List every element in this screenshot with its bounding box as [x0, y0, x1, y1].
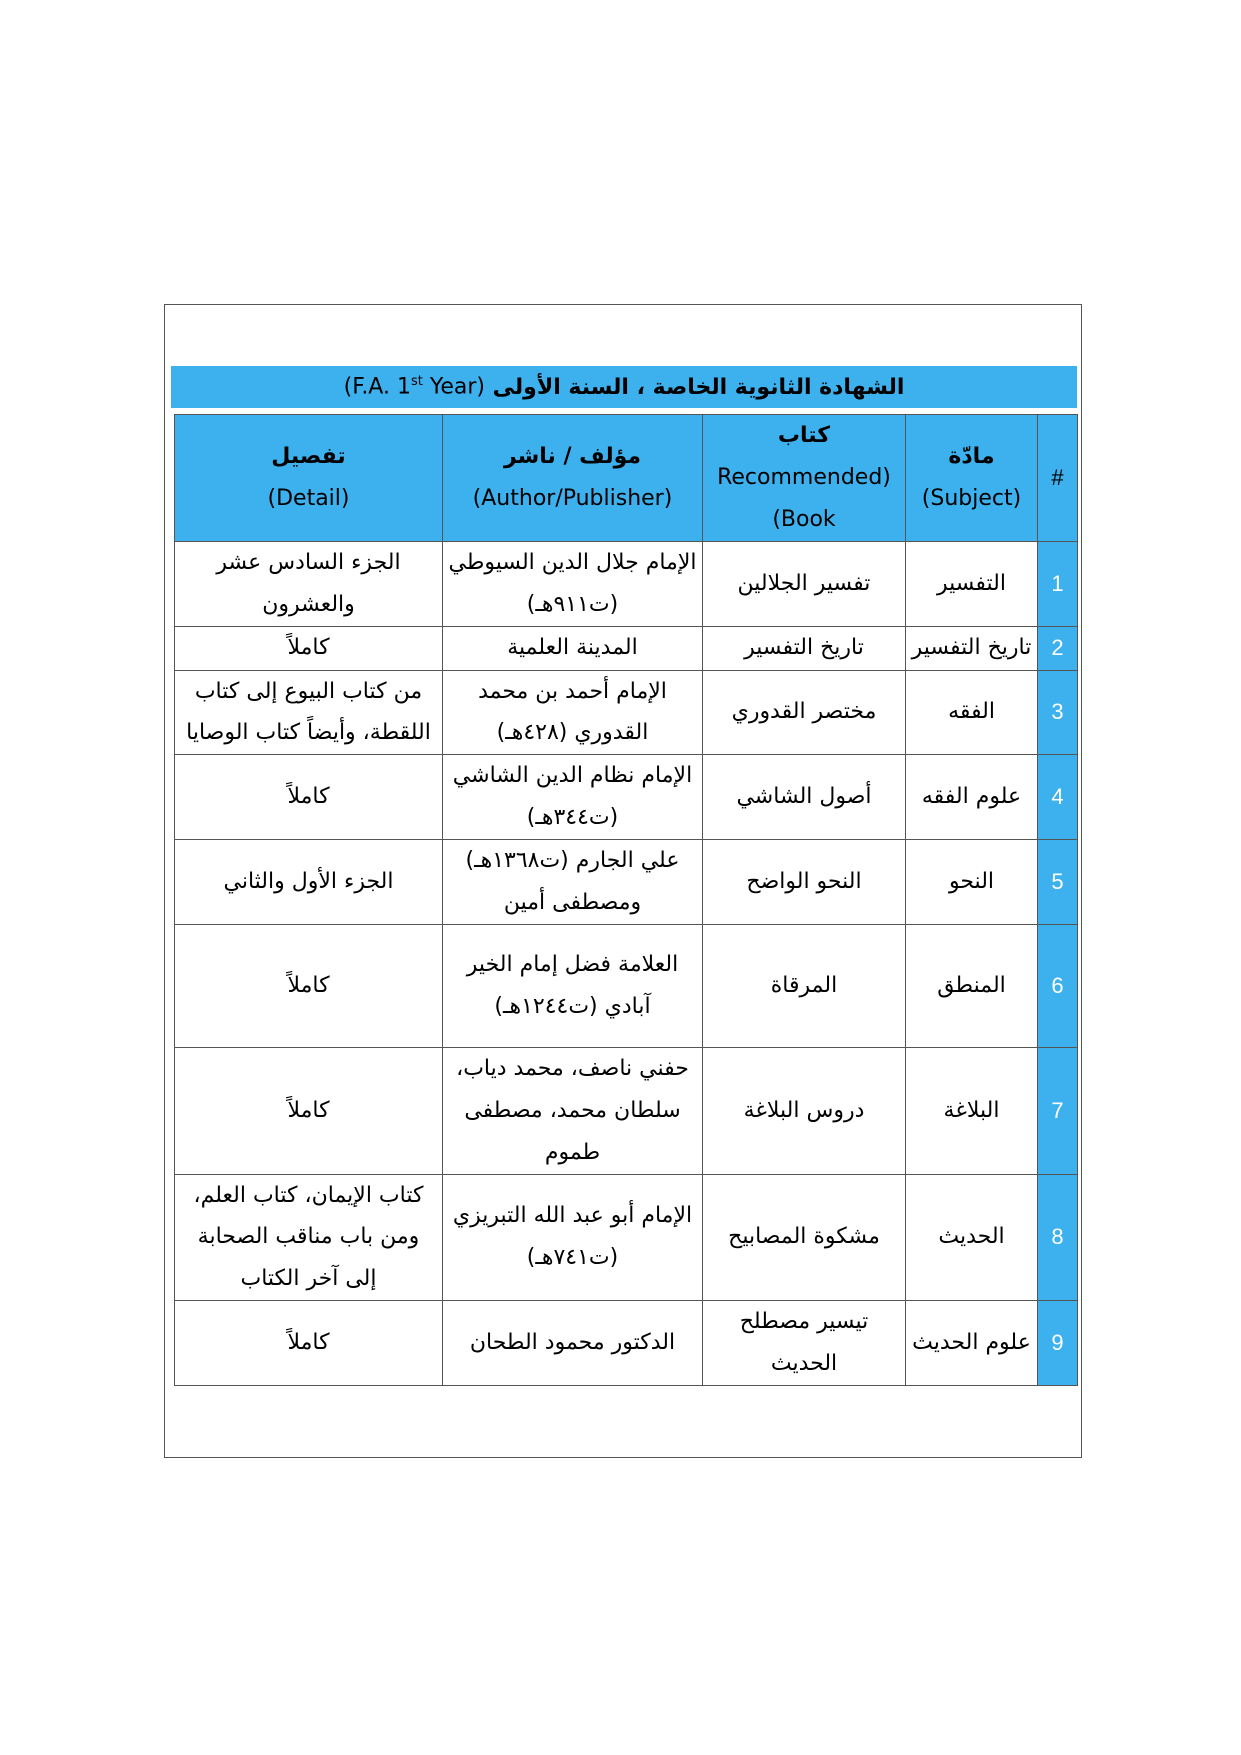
row-number: 7 — [1038, 1048, 1078, 1174]
row-number: 5 — [1038, 840, 1078, 925]
row-number: 2 — [1038, 626, 1078, 670]
row-subject: المنطق — [906, 925, 1038, 1048]
row-book: تاريخ التفسير — [703, 626, 906, 670]
table-row — [175, 1174, 1078, 1300]
row-author: الإمام أبو عبد الله التبريزي (ت٧٤١هـ) — [443, 1174, 703, 1300]
table-row — [175, 755, 1078, 840]
row-book: تيسير مصطلح الحديث — [703, 1300, 906, 1385]
row-number: 8 — [1038, 1174, 1078, 1300]
row-subject: علوم الفقه — [906, 755, 1038, 840]
row-number: 3 — [1038, 670, 1078, 755]
row-book: دروس البلاغة — [703, 1048, 906, 1174]
table-row — [175, 1300, 1078, 1385]
row-book: مختصر القدوري — [703, 670, 906, 755]
header-detail: تفصيل (Detail) — [175, 415, 443, 542]
row-author: الإمام نظام الدين الشاشي (ت٣٤٤هـ) — [443, 755, 703, 840]
row-detail: كاملاً — [175, 1300, 443, 1385]
row-detail: الجزء السادس عشر والعشرون — [175, 542, 443, 627]
table-row — [175, 840, 1078, 925]
header-book: كتاب (Recommended Book) — [703, 415, 906, 542]
row-book: النحو الواضح — [703, 840, 906, 925]
row-book: تفسير الجلالين — [703, 542, 906, 627]
row-author: الإمام أحمد بن محمد القدوري (٤٢٨هـ) — [443, 670, 703, 755]
row-author: علي الجارم (ت١٣٦٨هـ) ومصطفى أمين — [443, 840, 703, 925]
row-detail: الجزء الأول والثاني — [175, 840, 443, 925]
row-detail: كاملاً — [175, 755, 443, 840]
row-detail: كاملاً — [175, 626, 443, 670]
row-book: المرقاة — [703, 925, 906, 1048]
header-row — [175, 415, 1078, 542]
table-row — [175, 925, 1078, 1048]
row-number: 4 — [1038, 755, 1078, 840]
table-title — [171, 366, 1077, 408]
row-subject: الحديث — [906, 1174, 1038, 1300]
header-author: مؤلف / ناشر (Author/Publisher) — [443, 415, 703, 542]
row-detail: من كتاب البيوع إلى كتاب اللقطة، وأيضاً كتاب الوصايا — [175, 670, 443, 755]
syllabus-table — [174, 414, 1078, 1386]
row-subject: النحو — [906, 840, 1038, 925]
row-author: المدينة العلمية — [443, 626, 703, 670]
title-latin: (F.A. 1st Year) — [343, 374, 485, 400]
row-author: الدكتور محمود الطحان — [443, 1300, 703, 1385]
row-subject: علوم الحديث — [906, 1300, 1038, 1385]
row-book: مشكوة المصابيح — [703, 1174, 906, 1300]
table-row — [175, 1048, 1078, 1174]
row-subject: البلاغة — [906, 1048, 1038, 1174]
header-subject: مادّة (Subject) — [906, 415, 1038, 542]
row-author: العلامة فضل إمام الخير آبادي (ت١٢٤٤هـ) — [443, 925, 703, 1048]
row-detail: كاملاً — [175, 1048, 443, 1174]
row-book: أصول الشاشي — [703, 755, 906, 840]
row-number: 9 — [1038, 1300, 1078, 1385]
row-subject: تاريخ التفسير — [906, 626, 1038, 670]
row-detail: كاملاً — [175, 925, 443, 1048]
row-detail: كتاب الإيمان، كتاب العلم، ومن باب مناقب الصحابة إلى آخر الكتاب — [175, 1174, 443, 1300]
table-row — [175, 542, 1078, 627]
row-subject: الفقه — [906, 670, 1038, 755]
row-number: 1 — [1038, 542, 1078, 627]
table-row — [175, 626, 1078, 670]
table-row — [175, 670, 1078, 755]
row-author: حفني ناصف، محمد دياب، سلطان محمد، مصطفى طموم — [443, 1048, 703, 1174]
row-subject: التفسير — [906, 542, 1038, 627]
row-author: الإمام جلال الدين السيوطي (ت٩١١هـ) — [443, 542, 703, 627]
row-number: 6 — [1038, 925, 1078, 1048]
title-arabic: الشهادة الثانوية الخاصة ، السنة الأولى — [492, 374, 905, 400]
header-number: # — [1038, 415, 1078, 542]
